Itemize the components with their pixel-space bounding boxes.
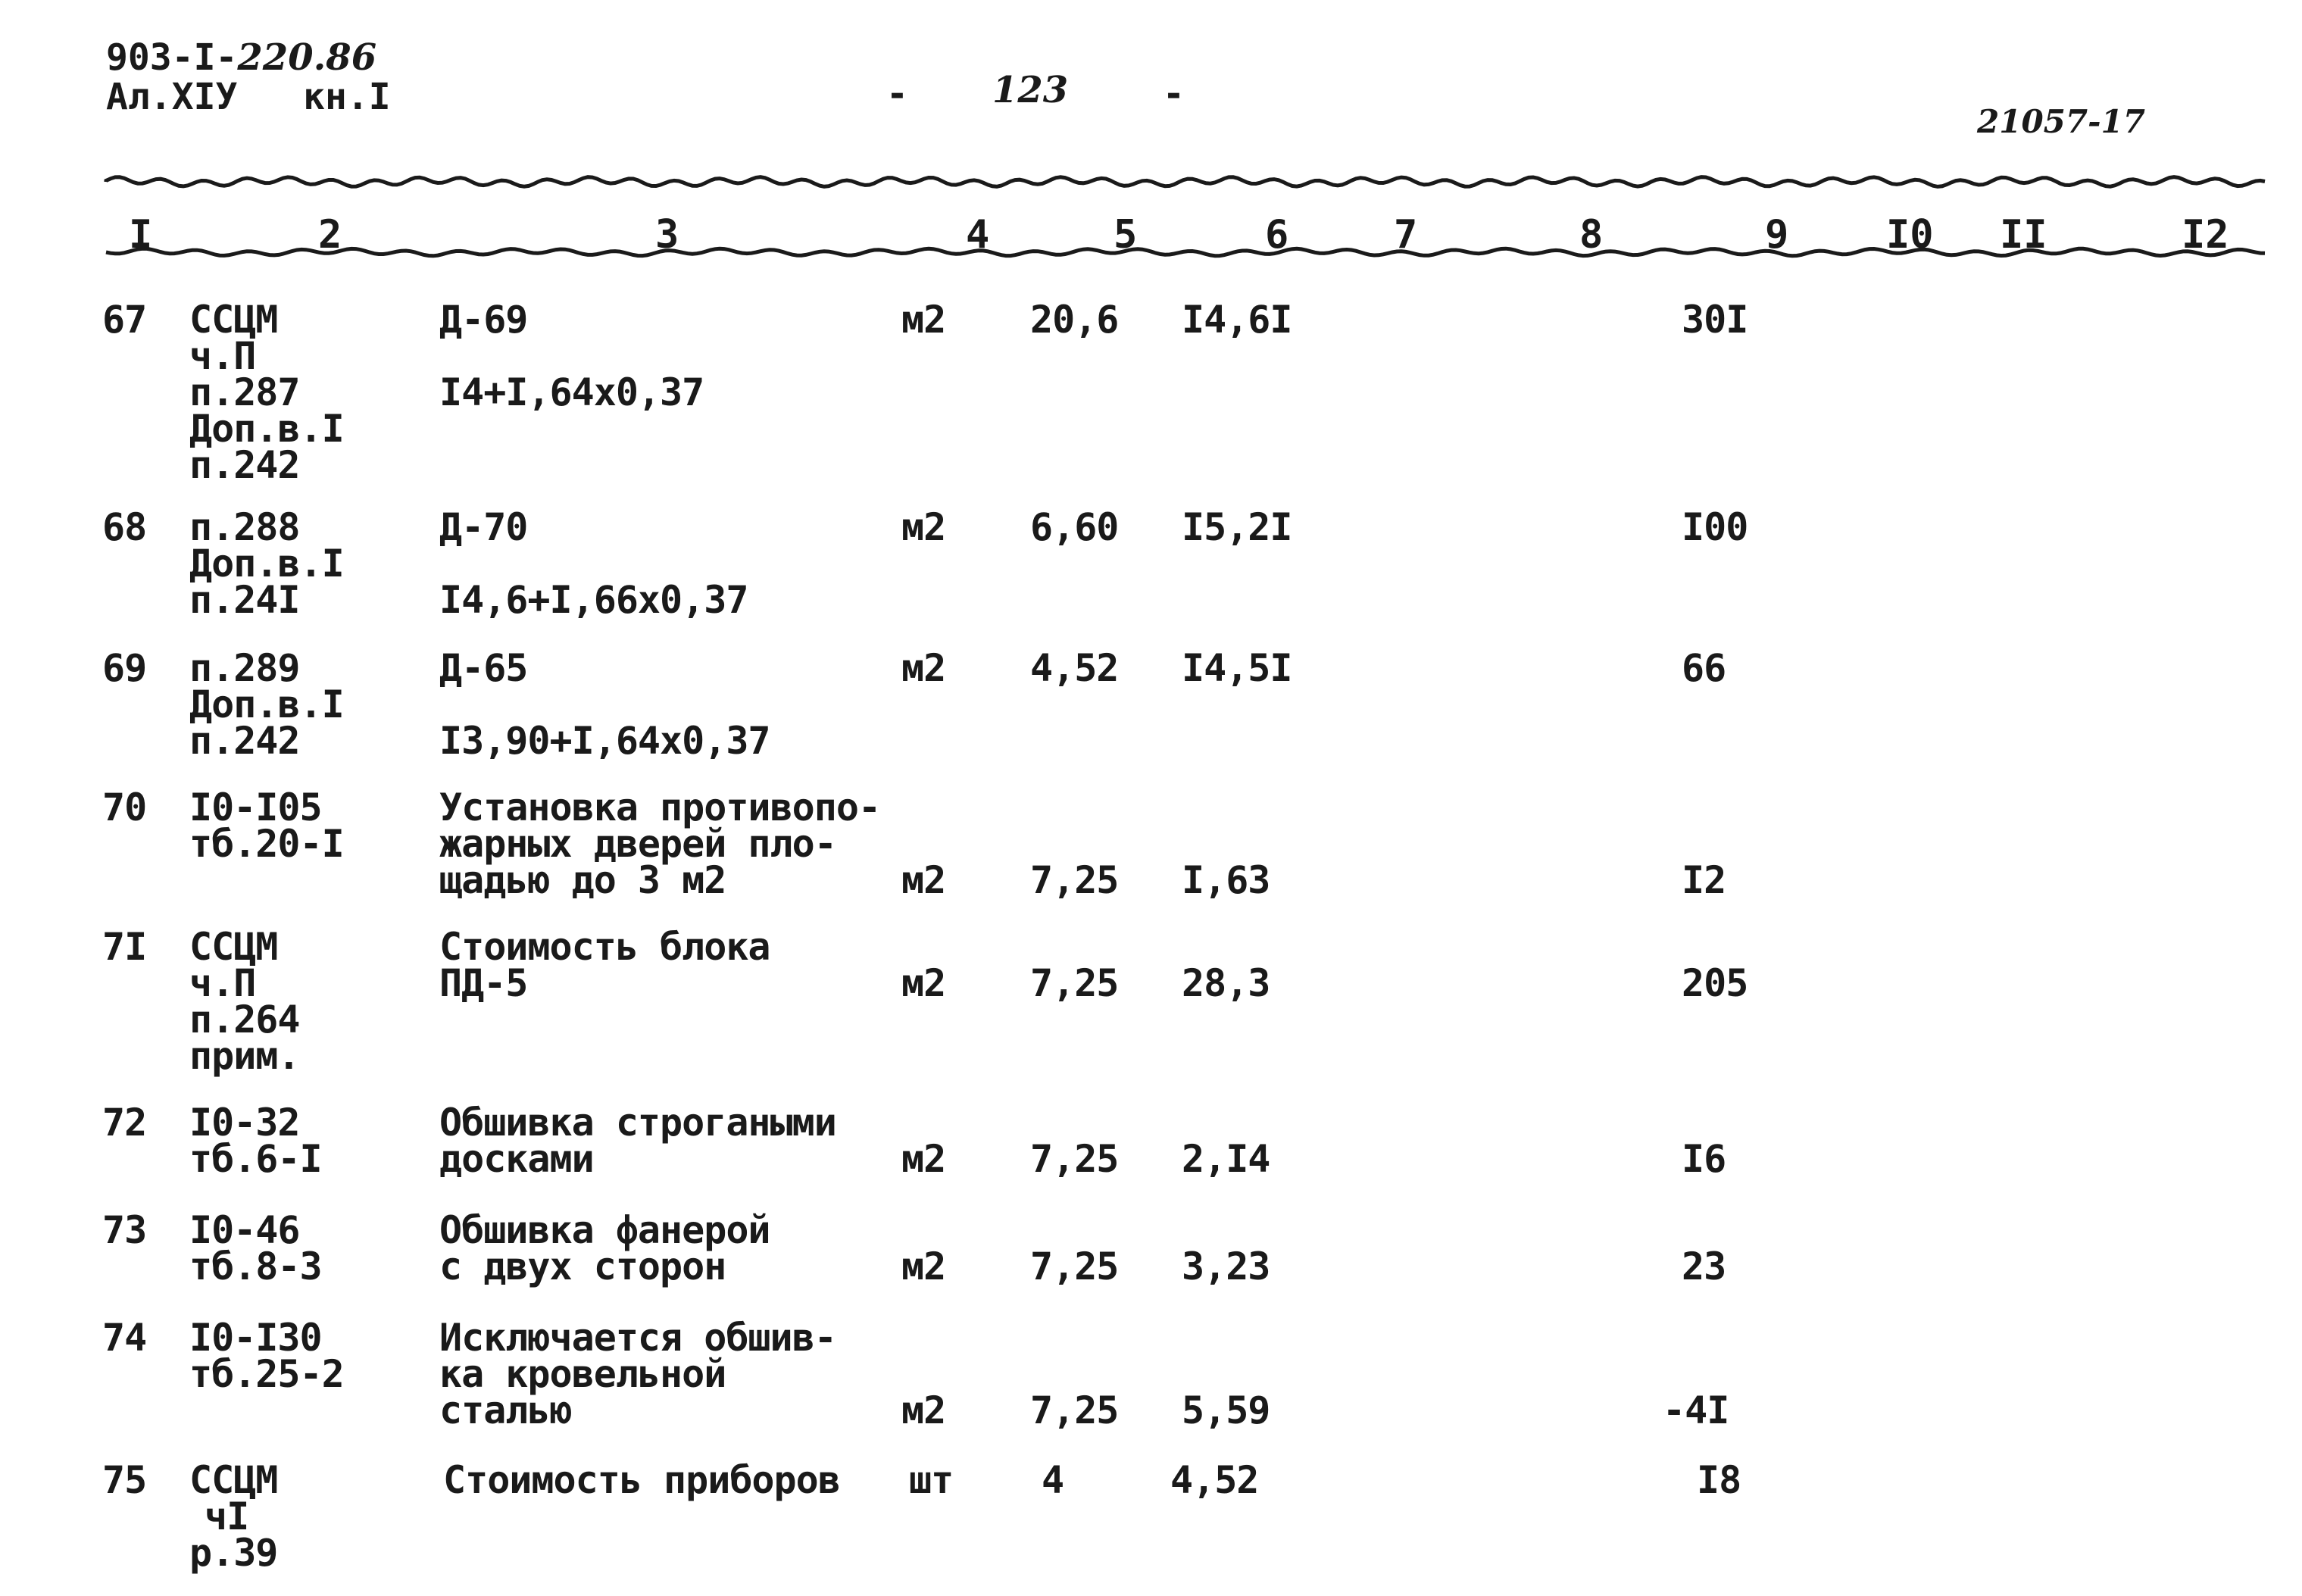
total-cell: -4I	[1663, 1388, 1729, 1432]
rate-reference	[189, 505, 344, 622]
page-dash-right: -	[1163, 73, 1185, 115]
album-reference: Ал.XIУ кн.I	[106, 76, 391, 118]
description-line: Д-70	[439, 505, 528, 549]
reference-line: тб.25-2	[189, 1352, 344, 1396]
reference-line: п.264	[189, 998, 300, 1042]
description-line: Д-69	[439, 298, 528, 342]
rate-reference	[189, 298, 344, 487]
row-number: 75	[102, 1458, 147, 1502]
rate-reference	[189, 1458, 278, 1575]
reference-line: I0-I05	[189, 786, 322, 829]
column-number-1: I	[129, 212, 153, 258]
column-number-10: I0	[1886, 212, 1934, 258]
description-line: Обшивка фанерой	[439, 1208, 770, 1252]
reference-line: ССЦМ	[189, 925, 278, 969]
quantity-cell: 4	[1042, 1458, 1064, 1502]
work-description	[443, 1458, 840, 1502]
row-number: 72	[102, 1101, 147, 1145]
rate-reference	[189, 1316, 344, 1396]
unit-price-cell: I4,6I	[1182, 298, 1292, 342]
archive-number: 21057-17	[1977, 103, 2145, 140]
unit-cell: м2	[901, 298, 946, 342]
rate-reference	[189, 646, 344, 763]
description-line: Д-65	[439, 646, 528, 690]
unit-price-cell: 4,52	[1170, 1458, 1259, 1502]
quantity-cell: 4,52	[1030, 646, 1119, 690]
unit-price-cell: I,63	[1182, 858, 1270, 902]
description-line	[439, 686, 770, 723]
reference-line: прим.	[189, 1034, 300, 1078]
description-line: Стоимость приборов	[443, 1458, 840, 1502]
unit-cell: м2	[901, 1245, 946, 1288]
reference-line: п.242	[189, 719, 300, 763]
quantity-cell: 7,25	[1030, 1245, 1119, 1288]
unit-cell: шт	[909, 1458, 954, 1502]
row-number: 74	[102, 1316, 147, 1360]
reference-line: чI	[205, 1494, 249, 1538]
work-description	[439, 646, 770, 763]
unit-cell: м2	[901, 505, 946, 549]
reference-line: Доп.в.I	[189, 682, 344, 726]
work-description	[439, 298, 704, 414]
description-line	[439, 338, 704, 374]
work-description	[439, 1208, 770, 1288]
total-cell: 30I	[1682, 298, 1748, 342]
total-cell: 205	[1682, 961, 1748, 1005]
work-description	[439, 786, 881, 902]
total-cell: I00	[1682, 505, 1748, 549]
column-number-12: I2	[2182, 212, 2229, 258]
total-cell: 66	[1682, 646, 1726, 690]
reference-line: тб.6-I	[189, 1137, 322, 1181]
quantity-cell: 20,6	[1030, 298, 1119, 342]
reference-line: п.24I	[189, 578, 300, 622]
total-cell: 23	[1682, 1245, 1726, 1288]
work-description	[439, 925, 770, 1005]
row-number: 67	[102, 298, 147, 342]
description-line: ка кровельной	[439, 1352, 726, 1396]
reference-line: I0-46	[189, 1208, 300, 1252]
description-line: I4+I,64x0,37	[439, 370, 704, 414]
description-line: Стоимость блока	[439, 925, 770, 969]
reference-line: ССЦМ	[189, 298, 278, 342]
unit-price-cell: 2,I4	[1182, 1137, 1270, 1181]
rate-reference	[189, 925, 300, 1078]
description-line: I3,90+I,64x0,37	[439, 719, 770, 763]
total-cell: I2	[1682, 858, 1726, 902]
column-number-8: 8	[1579, 212, 1604, 258]
reference-line: ч.П	[189, 961, 256, 1005]
unit-price-cell: I4,5I	[1182, 646, 1292, 690]
column-number-11: II	[2000, 212, 2047, 258]
reference-line: р.39	[189, 1531, 278, 1575]
rate-reference	[189, 786, 344, 866]
description-line: щадью до 3 м2	[439, 858, 726, 902]
description-line: жарных дверей пло-	[439, 822, 836, 866]
total-cell: I8	[1697, 1458, 1741, 1502]
reference-line: п.242	[189, 443, 300, 487]
work-description	[439, 505, 748, 622]
row-number: 73	[102, 1208, 147, 1252]
unit-cell: м2	[901, 1388, 946, 1432]
description-line: Исключается обшив-	[439, 1316, 836, 1360]
unit-price-cell: 28,3	[1182, 961, 1270, 1005]
quantity-cell: 7,25	[1030, 1388, 1119, 1432]
row-number: 69	[102, 646, 147, 690]
reference-line: п.288	[189, 505, 300, 549]
reference-line: I0-I30	[189, 1316, 322, 1360]
reference-line: Доп.в.I	[189, 407, 344, 451]
work-description	[439, 1101, 836, 1181]
unit-price-cell: 3,23	[1182, 1245, 1270, 1288]
rate-reference	[189, 1101, 322, 1181]
unit-cell: м2	[901, 1137, 946, 1181]
unit-cell: м2	[901, 858, 946, 902]
column-number-4: 4	[966, 212, 990, 258]
description-line: досками	[439, 1137, 594, 1181]
unit-cell: м2	[901, 646, 946, 690]
rate-reference	[189, 1208, 322, 1288]
column-number-9: 9	[1765, 212, 1789, 258]
unit-price-cell: I5,2I	[1182, 505, 1292, 549]
description-line: Установка противопо-	[439, 786, 881, 829]
description-line: I4,6+I,66x0,37	[439, 578, 748, 622]
column-number-7: 7	[1394, 212, 1418, 258]
description-line: ПД-5	[439, 961, 528, 1005]
reference-line: тб.20-I	[189, 822, 344, 866]
column-number-2: 2	[318, 212, 342, 258]
reference-line: ч.П	[189, 334, 256, 378]
column-number-3: 3	[655, 212, 679, 258]
row-number: 7I	[102, 925, 147, 969]
reference-line: п.287	[189, 370, 300, 414]
description-line: сталью	[439, 1388, 572, 1432]
reference-line: тб.8-3	[189, 1245, 322, 1288]
row-number: 70	[102, 786, 147, 829]
row-number: 68	[102, 505, 147, 549]
column-number-6: 6	[1265, 212, 1289, 258]
work-description	[439, 1316, 836, 1432]
quantity-cell: 7,25	[1030, 961, 1119, 1005]
reference-line: ССЦМ	[189, 1458, 278, 1502]
unit-cell: м2	[901, 961, 946, 1005]
reference-line: Доп.в.I	[189, 542, 344, 586]
page-dash-left: -	[886, 73, 908, 115]
total-cell: I6	[1682, 1137, 1726, 1181]
reference-line: I0-32	[189, 1101, 300, 1145]
quantity-cell: 6,60	[1030, 505, 1119, 549]
description-line: Обшивка строгаными	[439, 1101, 836, 1145]
quantity-cell: 7,25	[1030, 858, 1119, 902]
reference-line: п.289	[189, 646, 300, 690]
description-line	[439, 545, 748, 582]
quantity-cell: 7,25	[1030, 1137, 1119, 1181]
page-number: 123	[992, 69, 1069, 111]
document-code-printed: 903-I-	[106, 36, 238, 79]
column-number-5: 5	[1114, 212, 1138, 258]
document-code-handwritten: 220.86	[237, 36, 377, 79]
unit-price-cell: 5,59	[1182, 1388, 1270, 1432]
description-line: с двух сторон	[439, 1245, 726, 1288]
